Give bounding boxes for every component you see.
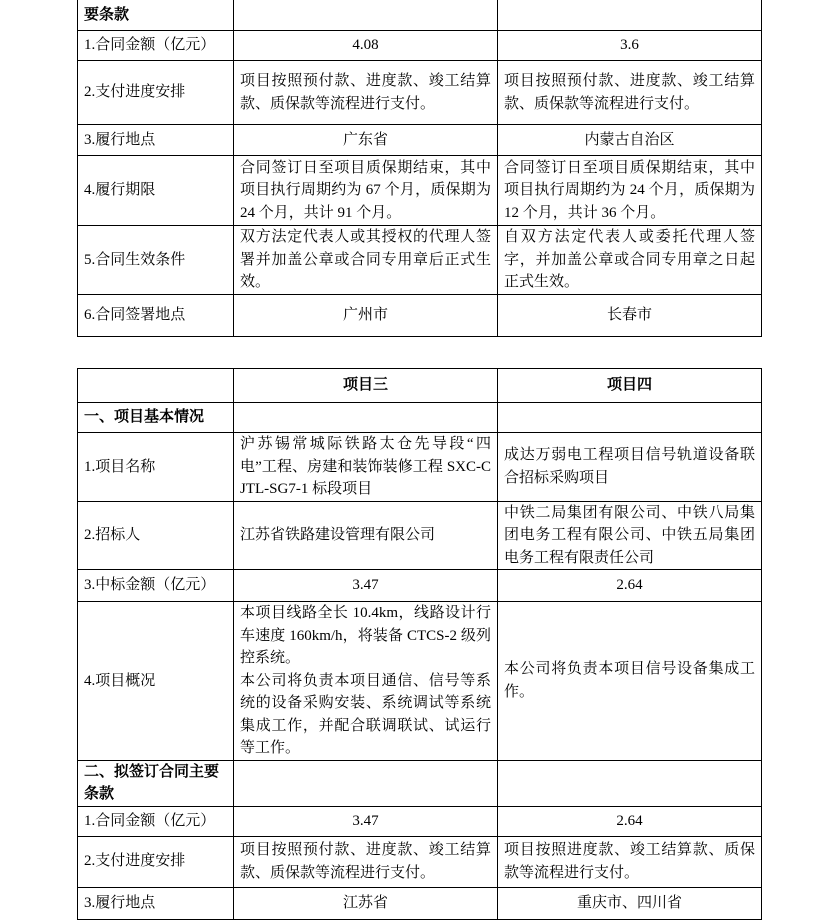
value-cell-b: 内蒙古自治区 [498,125,762,156]
empty-cell [498,0,762,31]
value-cell-a: 合同签订日至项目质保期结束，其中项目执行周期约为 67 个月，质保期为 24 个月，共计 91 个月。 [234,156,498,226]
value-cell-a: 江苏省 [234,887,498,919]
table-row [78,570,762,602]
value-cell-b: 合同签订日至项目质保期结束，其中项目执行周期约为 24 个月，质保期为 12 个月，共计 36 个月。 [498,156,762,226]
table-row [78,501,762,570]
empty-cell [498,760,762,806]
value-cell-a: 江苏省铁路建设管理有限公司 [234,501,498,570]
value-cell-b: 重庆市、四川省 [498,887,762,919]
row-label: 4.项目概况 [78,602,234,761]
table-row [78,61,762,125]
overview-paragraph: 本公司将负责本项目通信、信号等系统的设备采购安装、系统调试等系统集成工作，并配合联调联试、试运行等工作。 [240,672,491,756]
column-header-project-4: 项目四 [498,369,762,403]
table-row [78,294,762,336]
row-label: 1.合同金额（亿元） [78,31,234,61]
contract-terms-table-continued [77,0,762,337]
empty-header-cell [78,369,234,403]
value-cell-b: 自双方法定代表人或委托代理人签字，并加盖公章或合同专用章之日起正式生效。 [498,226,762,295]
section-heading-row [78,760,762,806]
table-row [78,887,762,919]
header-row [78,369,762,403]
section-heading-row [78,0,762,31]
value-cell-b: 长春市 [498,294,762,336]
value-cell-b: 3.6 [498,31,762,61]
value-cell-a: 广东省 [234,125,498,156]
value-cell-b: 2.64 [498,806,762,836]
overview-paragraph: 本项目线路全长 10.4km，线路设计行车速度 160km/h，将装备 CTCS-2 级列控系统。 [240,605,491,666]
value-cell-a [234,602,498,761]
row-label: 6.合同签署地点 [78,294,234,336]
column-header-project-3: 项目三 [234,369,498,403]
row-label: 3.履行地点 [78,125,234,156]
value-cell-a: 广州市 [234,294,498,336]
value-cell-a: 4.08 [234,31,498,61]
table-row [78,433,762,502]
table-row [78,31,762,61]
value-cell-a: 项目按照预付款、进度款、竣工结算款、质保款等流程进行支付。 [234,836,498,887]
table-row [78,602,762,761]
row-label: 3.履行地点 [78,887,234,919]
value-cell-a: 3.47 [234,806,498,836]
value-cell-a: 项目按照预付款、进度款、竣工结算款、质保款等流程进行支付。 [234,61,498,125]
row-label: 5.合同生效条件 [78,226,234,295]
section-heading-basic-info: 一、项目基本情况 [78,403,234,433]
table-row [78,806,762,836]
value-cell-a: 3.47 [234,570,498,602]
table-row [78,836,762,887]
value-cell-b: 项目按照预付款、进度款、竣工结算款、质保款等流程进行支付。 [498,61,762,125]
row-label: 1.合同金额（亿元） [78,806,234,836]
row-label: 1.项目名称 [78,433,234,502]
empty-cell [498,403,762,433]
section-heading-continuation: 要条款 [78,0,234,31]
row-label: 2.支付进度安排 [78,836,234,887]
row-label: 3.中标金额（亿元） [78,570,234,602]
empty-cell [234,760,498,806]
section-heading-row [78,403,762,433]
value-cell-b: 成达万弱电工程项目信号轨道设备联合招标采购项目 [498,433,762,502]
value-cell-b: 2.64 [498,570,762,602]
table-row [78,125,762,156]
empty-cell [234,0,498,31]
row-label: 2.支付进度安排 [78,61,234,125]
section-heading-contract-terms: 二、拟签订合同主要条款 [78,760,234,806]
row-label: 2.招标人 [78,501,234,570]
value-cell-a: 双方法定代表人或其授权的代理人签署并加盖公章或合同专用章后正式生效。 [234,226,498,295]
table-row [78,226,762,295]
row-label: 4.履行期限 [78,156,234,226]
value-cell-a: 沪苏锡常城际铁路太仓先导段“四电”工程、房建和装饰装修工程 SXC-CJTL-SG7-1 标段项目 [234,433,498,502]
value-cell-b: 中铁二局集团有限公司、中铁八局集团电务工程有限公司、中铁五局集团电务工程有限责任公司 [498,501,762,570]
value-cell-b: 项目按照进度款、竣工结算款、质保款等流程进行支付。 [498,836,762,887]
value-cell-b: 本公司将负责本项目信号设备集成工作。 [498,602,762,761]
project-comparison-table [77,368,762,920]
empty-cell [234,403,498,433]
table-row [78,156,762,226]
